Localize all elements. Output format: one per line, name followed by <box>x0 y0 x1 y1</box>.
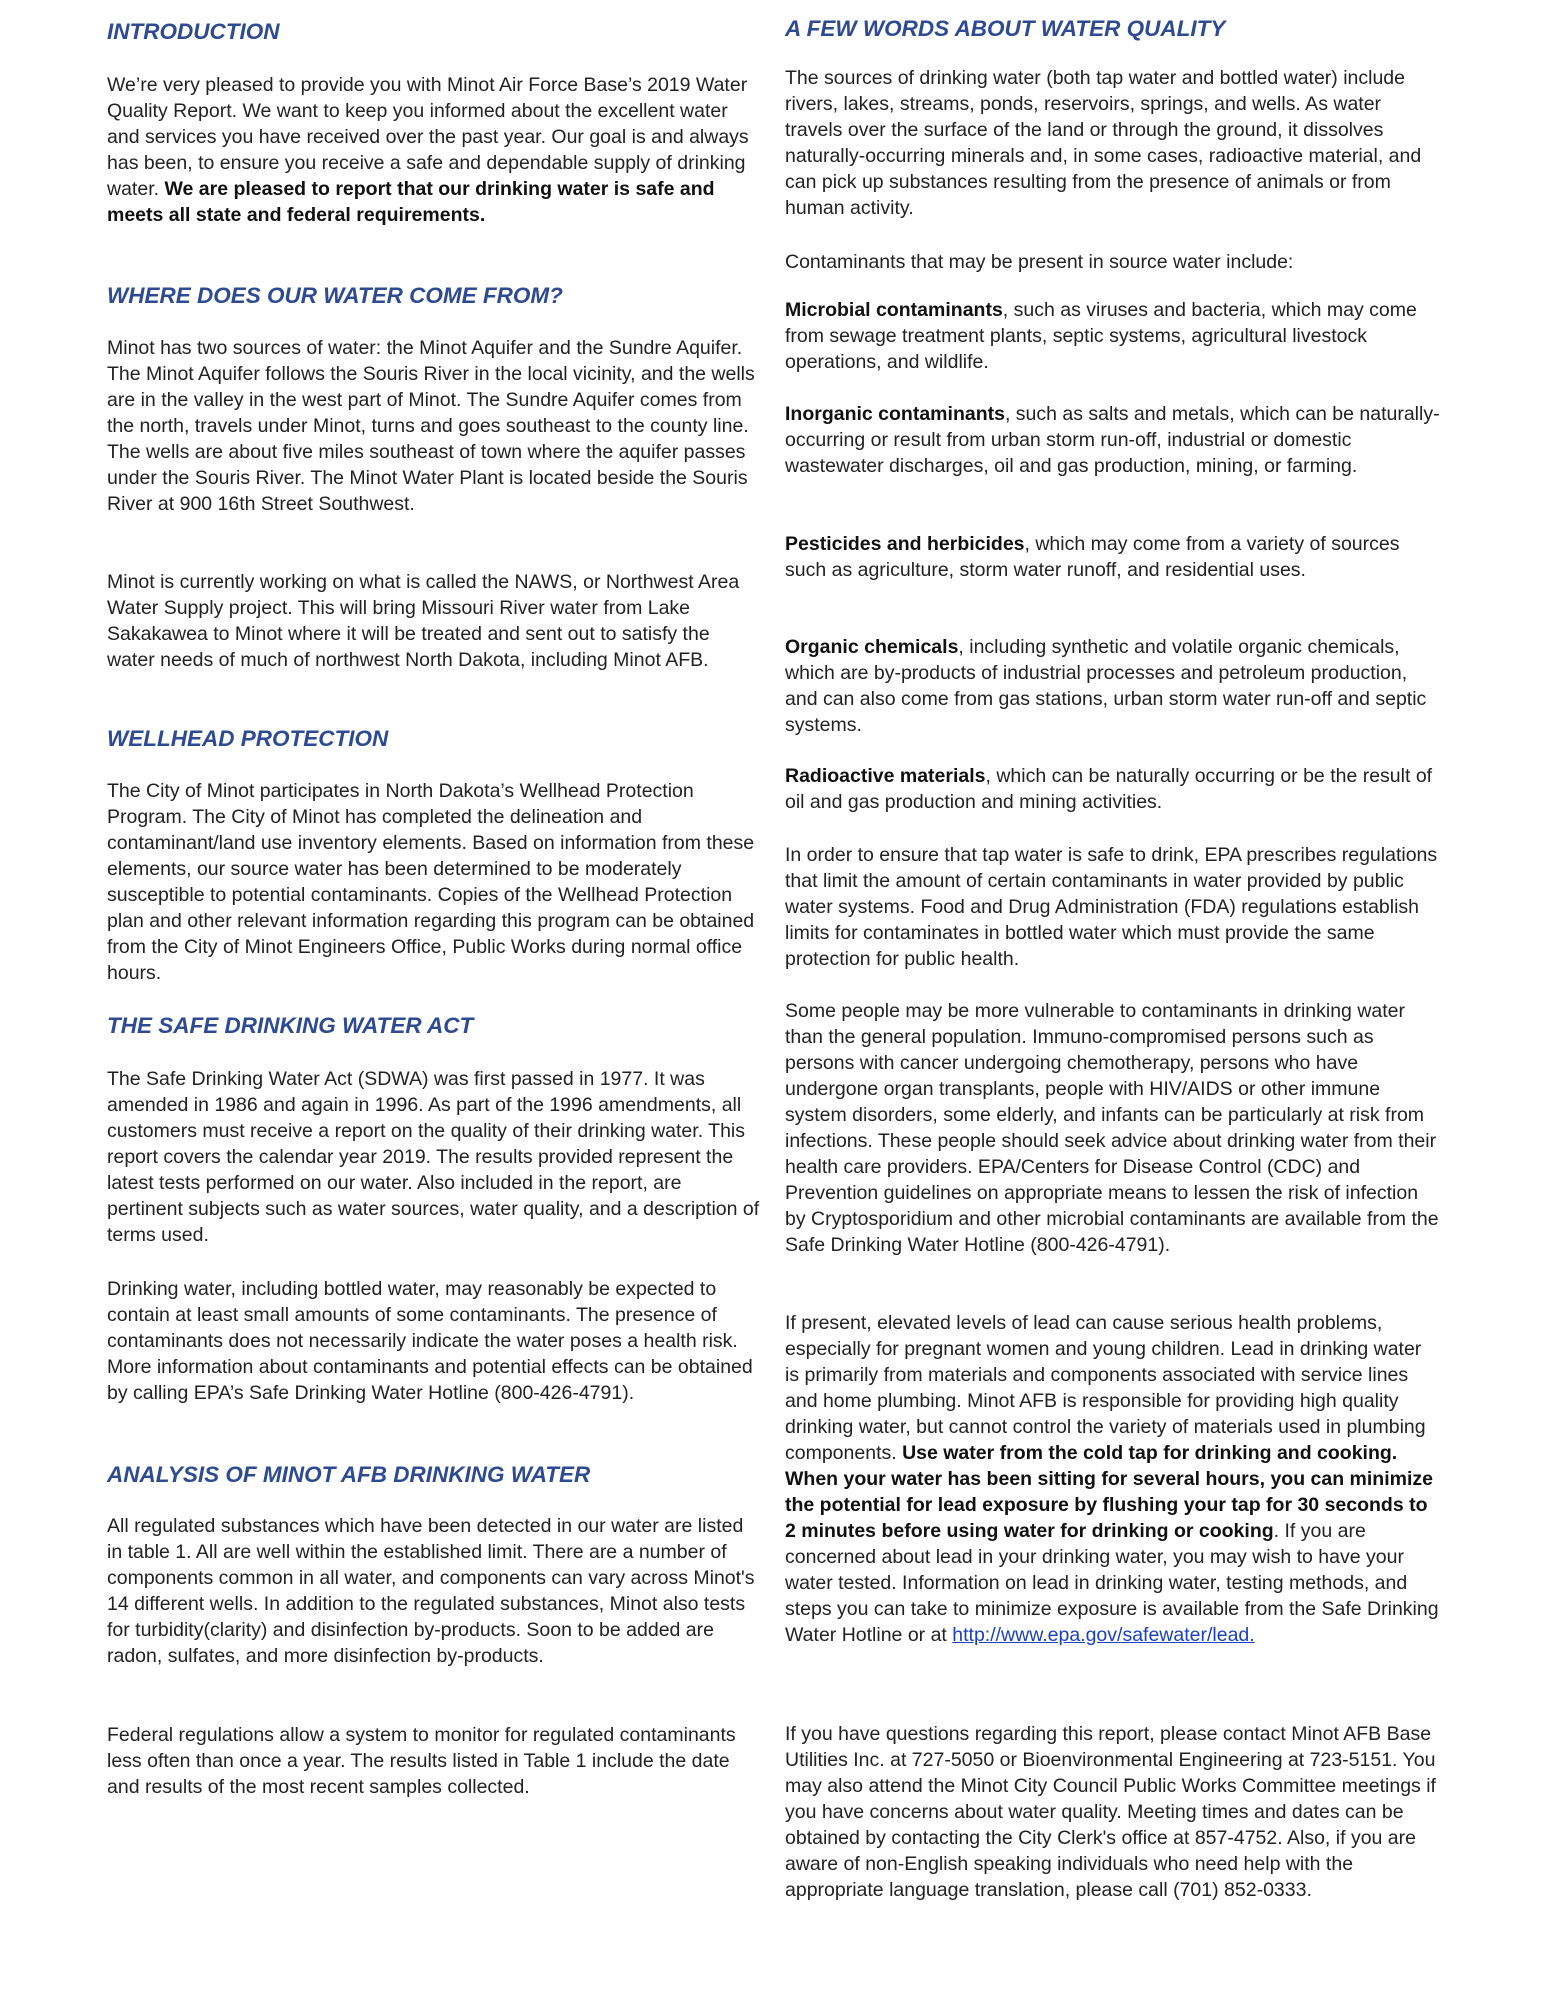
contaminants-intro: Contaminants that may be present in source water include: <box>785 251 1294 273</box>
water-source-paragraph-2: Minot is currently working on what is called the NAWS, or Northwest Area Water Supply project. This will bring Missouri River water from Lake Sakakawea to Minot where it will be treated and sent out to satisfy the water needs of much of northwest North Dakota, including Minot AFB. <box>107 571 740 671</box>
microbial-label: Microbial contaminants <box>785 299 1003 321</box>
vulnerable-populations-paragraph: Some people may be more vulnerable to contaminants in drinking water than the general population. Immuno-compromised persons such as persons with cancer undergoing chemotherapy, persons who have undergone organ transplants, people with HIV/AIDS or other immune system disorders, some elderly, and infants can be particularly at risk from infections. These people should seek advice about drinking water from their health care providers. EPA/Centers for Disease Control (CDC) and Prevention guidelines on appropriate means to lessen the risk of infection by Cryptosporidium and other microbial contaminants are available from the Safe Drinking Water Hotline (800-426-4791). <box>785 1000 1439 1256</box>
lead-text-2: . If you are concerned about lead in your drinking water, you may wish to have your water tested. Information on lead in drinking water, testing methods, and steps you can take to minimize exposure is available from the Safe Drinking Water Hotline or at <box>785 1520 1439 1646</box>
microbial-contaminants <box>785 297 1440 375</box>
inorganic-contaminants <box>785 401 1440 479</box>
wellhead-heading: WELLHEAD PROTECTION <box>107 726 389 751</box>
inorganic-label: Inorganic contaminants <box>785 403 1005 425</box>
water-source-heading: WHERE DOES OUR WATER COME FROM? <box>107 283 563 308</box>
sdwa-paragraph-1: The Safe Drinking Water Act (SDWA) was first passed in 1977. It was amended in 1986 and again in 1996. As part of the 1996 amendments, all customers must receive a report on the quality of their drinking water. This report covers the calendar year 2019. The results provided represent the latest tests performed on our water. Also included in the report, are pertinent subjects such as water sources, water quality, and a description of terms used. <box>107 1068 760 1246</box>
wellhead-paragraph: The City of Minot participates in North Dakota’s Wellhead Protection Program. The City of Minot has completed the delineation and contaminant/land use inventory elements. Based on information from these elements, our source water has been determined to be moderately susceptible to potential contaminants. Copies of the Wellhead Protection plan and other relevant information regarding this program can be obtained from the City of Minot Engineers Office, Public Works during normal office hours. <box>107 780 755 984</box>
pesticides-text: , which may come from a variety of sources such as agriculture, storm water runoff, and residential uses. <box>785 533 1400 581</box>
organic-chemicals <box>785 634 1440 738</box>
pesticides-herbicides <box>785 531 1440 583</box>
microbial-text: , such as viruses and bacteria, which may come from sewage treatment plants, septic systems, agricultural livestock operations, and wildlife. <box>785 299 1417 373</box>
sdwa-heading: THE SAFE DRINKING WATER ACT <box>107 1013 474 1038</box>
organic-text: , including synthetic and volatile organic chemicals, which are by-products of industrial processes and petroleum production, and can also come from gas stations, urban storm water run-off and septic systems. <box>785 636 1427 736</box>
water-quality-paragraph-1: The sources of drinking water (both tap water and bottled water) include rivers, lakes, streams, ponds, reservoirs, springs, and wells. As water travels over the surface of the land or through the ground, it dissolves naturally-occurring minerals and, in some cases, radioactive material, and can pick up substances resulting from the presence of animals or from human activity. <box>785 67 1422 219</box>
introduction-text <box>107 72 762 228</box>
organic-label: Organic chemicals <box>785 636 959 658</box>
analysis-paragraph-2: Federal regulations allow a system to monitor for regulated contaminants less often than once a year. The results listed in Table 1 include the date and results of the most recent samples collected. <box>107 1724 736 1798</box>
analysis-heading: ANALYSIS OF MINOT AFB DRINKING WATER <box>107 1462 591 1487</box>
water-source-paragraph-1: Minot has two sources of water: the Minot Aquifer and the Sundre Aquifer. The Minot Aquifer follows the Souris River in the local vicinity, and the wells are in the valley in the west part of Minot. The Sundre Aquifer comes from the north, travels under Minot, turns and goes southeast to the county line. The wells are about five miles southeast of town where the aquifer passes under the Souris River. The Minot Water Plant is located beside the Souris River at 900 16th Street Southwest. <box>107 337 755 515</box>
radioactive-label: Radioactive materials <box>785 765 986 787</box>
lead-text-1: If present, elevated levels of lead can cause serious health problems, especially for pregnant women and young children. Lead in drinking water is primarily from materials and components associated with service lines and home plumbing. Minot AFB is responsible for providing high quality drinking water, but cannot control the variety of materials used in plumbing components. <box>785 1312 1426 1464</box>
radioactive-materials <box>785 763 1440 815</box>
contact-paragraph: If you have questions regarding this report, please contact Minot AFB Base Utilities Inc. at 727-5050 or Bioenvironmental Engineering at 723-5151. You may also attend the Minot City Council Public Works Committee meetings if you have concerns about water quality. Meeting times and dates can be obtained by contacting the City Clerk's office at 857-4752. Also, if you are aware of non-English speaking individuals who need help with the appropriate language translation, please call (701) 852-0333. <box>785 1723 1436 1901</box>
water-quality-heading: A FEW WORDS ABOUT WATER QUALITY <box>785 16 1226 41</box>
epa-lead-link[interactable]: http://www.epa.gov/safewater/lead. <box>952 1624 1255 1646</box>
pesticides-label: Pesticides and herbicides <box>785 533 1025 555</box>
sdwa-paragraph-2: Drinking water, including bottled water, may reasonably be expected to contain at least small amounts of some contaminants. The presence of contaminants does not necessarily indicate the water poses a health risk. More information about contaminants and potential effects can be obtained by calling EPA’s Safe Drinking Water Hotline (800-426-4791). <box>107 1278 753 1404</box>
introduction-heading: INTRODUCTION <box>107 19 280 44</box>
introduction-bold-statement: We are pleased to report that our drinking water is safe and meets all state and federal requirements. <box>107 178 715 226</box>
analysis-paragraph-1: All regulated substances which have been detected in our water are listed in table 1. All are well within the established limit. There are a number of components common in all water, and components can vary across Minot's 14 different wells. In addition to the regulated substances, Minot also tests for turbidity(clarity) and disinfection by-products. Soon to be added are radon, sulfates, and more disinfection by-products. <box>107 1515 755 1667</box>
inorganic-text: , such as salts and metals, which can be naturally- occurring or result from urban storm run-off, industrial or domestic wastewater discharges, oil and gas production, mining, or farming. <box>785 403 1440 477</box>
introduction-body: We’re very pleased to provide you with Minot Air Force Base’s 2019 Water Quality Report. We want to keep you informed about the excellent water and services you have received over the past year. Our goal is and always has been, to ensure you receive a safe and dependable supply of drinking water. <box>107 74 749 200</box>
lead-paragraph <box>785 1310 1440 1648</box>
radioactive-text: , which can be naturally occurring or be the result of oil and gas production and mining activities. <box>785 765 1433 813</box>
lead-bold-advice: Use water from the cold tap for drinking and cooking. When your water has been sitting for several hours, you can minimize the potential for lead exposure by flushing your tap for 30 seconds to 2 minutes before using water for drinking or cooking <box>785 1442 1433 1542</box>
epa-regulations-paragraph: In order to ensure that tap water is safe to drink, EPA prescribes regulations that limit the amount of certain contaminants in water provided by public water systems. Food and Drug Administration (FDA) regulations establish limits for contaminates in bottled water which must provide the same protection for public health. <box>785 844 1438 970</box>
